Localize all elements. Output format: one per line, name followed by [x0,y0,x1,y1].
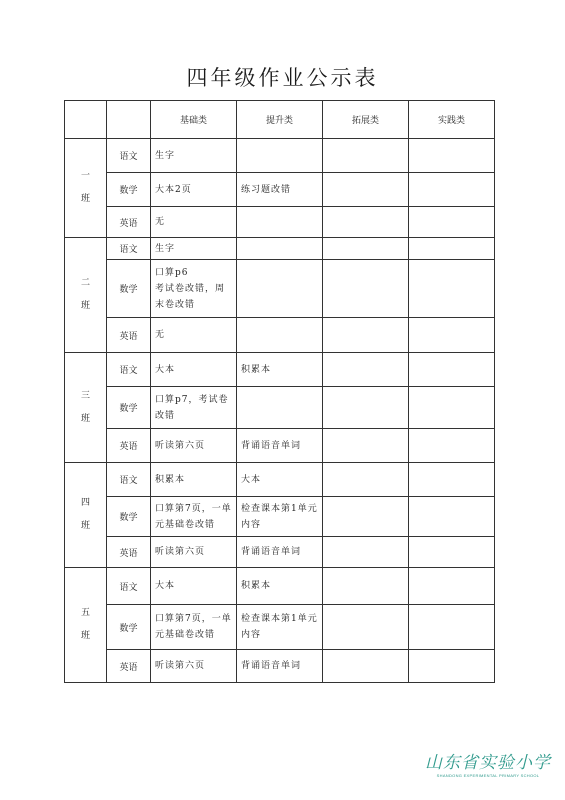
homework-cell-improve: 检查课本第1单元内容 [237,497,323,537]
homework-cell-basic: 积累本 [151,463,237,497]
homework-cell-practice [409,605,495,650]
homework-cell-extend [323,173,409,207]
class-name-char: 三 [80,390,90,401]
subject-cell: 数学 [107,260,151,318]
homework-cell-basic: 听读第六页 [151,537,237,568]
table-body [65,139,495,683]
homework-cell-improve: 检查课本第1单元内容 [237,605,323,650]
homework-cell-basic: 生字 [151,139,237,173]
table-row [65,463,495,497]
class-name-char: 班 [80,631,90,641]
class-name-char: 一 [80,171,90,181]
homework-cell-extend [323,260,409,318]
page-title: 四年级作业公示表 [186,66,379,90]
subject-cell: 英语 [107,318,151,353]
class-name-char: 班 [80,521,90,531]
homework-cell-improve: 背诵语音单词 [237,429,323,463]
class-name-cell [65,463,107,568]
class-name-char: 班 [80,301,90,311]
subject-cell: 数学 [107,173,151,207]
table-header-row [65,101,495,139]
homework-cell-improve [237,387,323,429]
homework-cell-practice [409,650,495,683]
header-cell-blank-2 [107,101,151,139]
header-practice: 实践类 [409,101,495,139]
header-extend: 拓展类 [323,101,409,139]
subject-cell: 英语 [107,207,151,238]
homework-cell-basic: 大本 [151,353,237,387]
class-name-char: 班 [80,194,90,204]
class-name-cell [65,238,107,353]
subject-cell: 语文 [107,568,151,605]
subject-cell: 数学 [107,497,151,537]
homework-cell-extend [323,318,409,353]
homework-cell-basic: 大本 [151,568,237,605]
table-row [65,238,495,260]
homework-cell-extend [323,139,409,173]
homework-cell-basic: 听读第六页 [151,429,237,463]
class-name-cell [65,568,107,683]
header-improve: 提升类 [237,101,323,139]
homework-cell-improve: 积累本 [237,353,323,387]
subject-cell: 数学 [107,605,151,650]
homework-cell-improve [237,238,323,260]
homework-cell-practice [409,139,495,173]
table-row [65,387,495,429]
homework-cell-basic: 口算p7，考试卷改错 [151,387,237,429]
homework-cell-extend [323,650,409,683]
class-name-char: 四 [80,498,90,508]
homework-table [64,100,495,683]
homework-cell-practice [409,173,495,207]
table-row [65,497,495,537]
table-row [65,605,495,650]
homework-cell-practice [409,387,495,429]
homework-cell-extend [323,387,409,429]
logo-subtext: SHANDONG EXPERIMENTAL PRIMARY SCHOOL [436,773,540,778]
homework-cell-improve: 练习题改错 [237,173,323,207]
homework-cell-practice [409,260,495,318]
homework-cell-basic: 无 [151,207,237,238]
homework-cell-improve [237,139,323,173]
class-name-char: 二 [80,278,90,288]
table-row [65,353,495,387]
homework-cell-practice [409,463,495,497]
homework-cell-practice [409,238,495,260]
homework-cell-basic: 无 [151,318,237,353]
subject-cell: 语文 [107,353,151,387]
class-name-cell [65,353,107,463]
header-basic: 基础类 [151,101,237,139]
homework-cell-extend [323,568,409,605]
homework-cell-extend [323,238,409,260]
homework-cell-improve [237,207,323,238]
homework-cell-extend [323,605,409,650]
table-row [65,318,495,353]
homework-cell-basic: 听读第六页 [151,650,237,683]
table-row [65,650,495,683]
homework-cell-improve: 积累本 [237,568,323,605]
subject-cell: 语文 [107,463,151,497]
homework-cell-practice [409,537,495,568]
homework-cell-basic: 大本2页 [151,173,237,207]
logo-text: 山东省实验小学 [425,753,551,773]
homework-cell-practice [409,207,495,238]
homework-cell-extend [323,537,409,568]
homework-cell-practice [409,497,495,537]
table-row [65,260,495,318]
subject-cell: 英语 [107,650,151,683]
table-row [65,429,495,463]
homework-cell-improve [237,260,323,318]
homework-cell-extend [323,353,409,387]
table-row [65,568,495,605]
class-name-cell [65,139,107,238]
table-row [65,207,495,238]
school-logo [425,748,551,778]
homework-cell-improve: 大本 [237,463,323,497]
subject-cell: 英语 [107,429,151,463]
homework-cell-practice [409,568,495,605]
homework-cell-basic: 口算第7页，一单元基础卷改错 [151,497,237,537]
homework-cell-extend [323,463,409,497]
homework-cell-practice [409,353,495,387]
homework-cell-extend [323,207,409,238]
table-row [65,139,495,173]
homework-cell-extend [323,429,409,463]
homework-cell-practice [409,318,495,353]
homework-cell-improve: 背诵语音单词 [237,650,323,683]
homework-cell-extend [323,497,409,537]
homework-cell-improve: 背诵语音单词 [237,537,323,568]
subject-cell: 语文 [107,139,151,173]
table-row [65,537,495,568]
subject-cell: 语文 [107,238,151,260]
subject-cell: 数学 [107,387,151,429]
class-name-char: 五 [80,608,90,618]
header-cell-blank-1 [65,101,107,139]
homework-cell-basic: 口算第7页，一单元基础卷改错 [151,605,237,650]
table-row [65,173,495,207]
homework-cell-basic: 口算p6 考试卷改错，周末卷改错 [151,260,237,318]
homework-cell-basic: 生字 [151,238,237,260]
homework-cell-practice [409,429,495,463]
subject-cell: 英语 [107,537,151,568]
homework-cell-improve [237,318,323,353]
class-name-char: 班 [80,413,90,424]
